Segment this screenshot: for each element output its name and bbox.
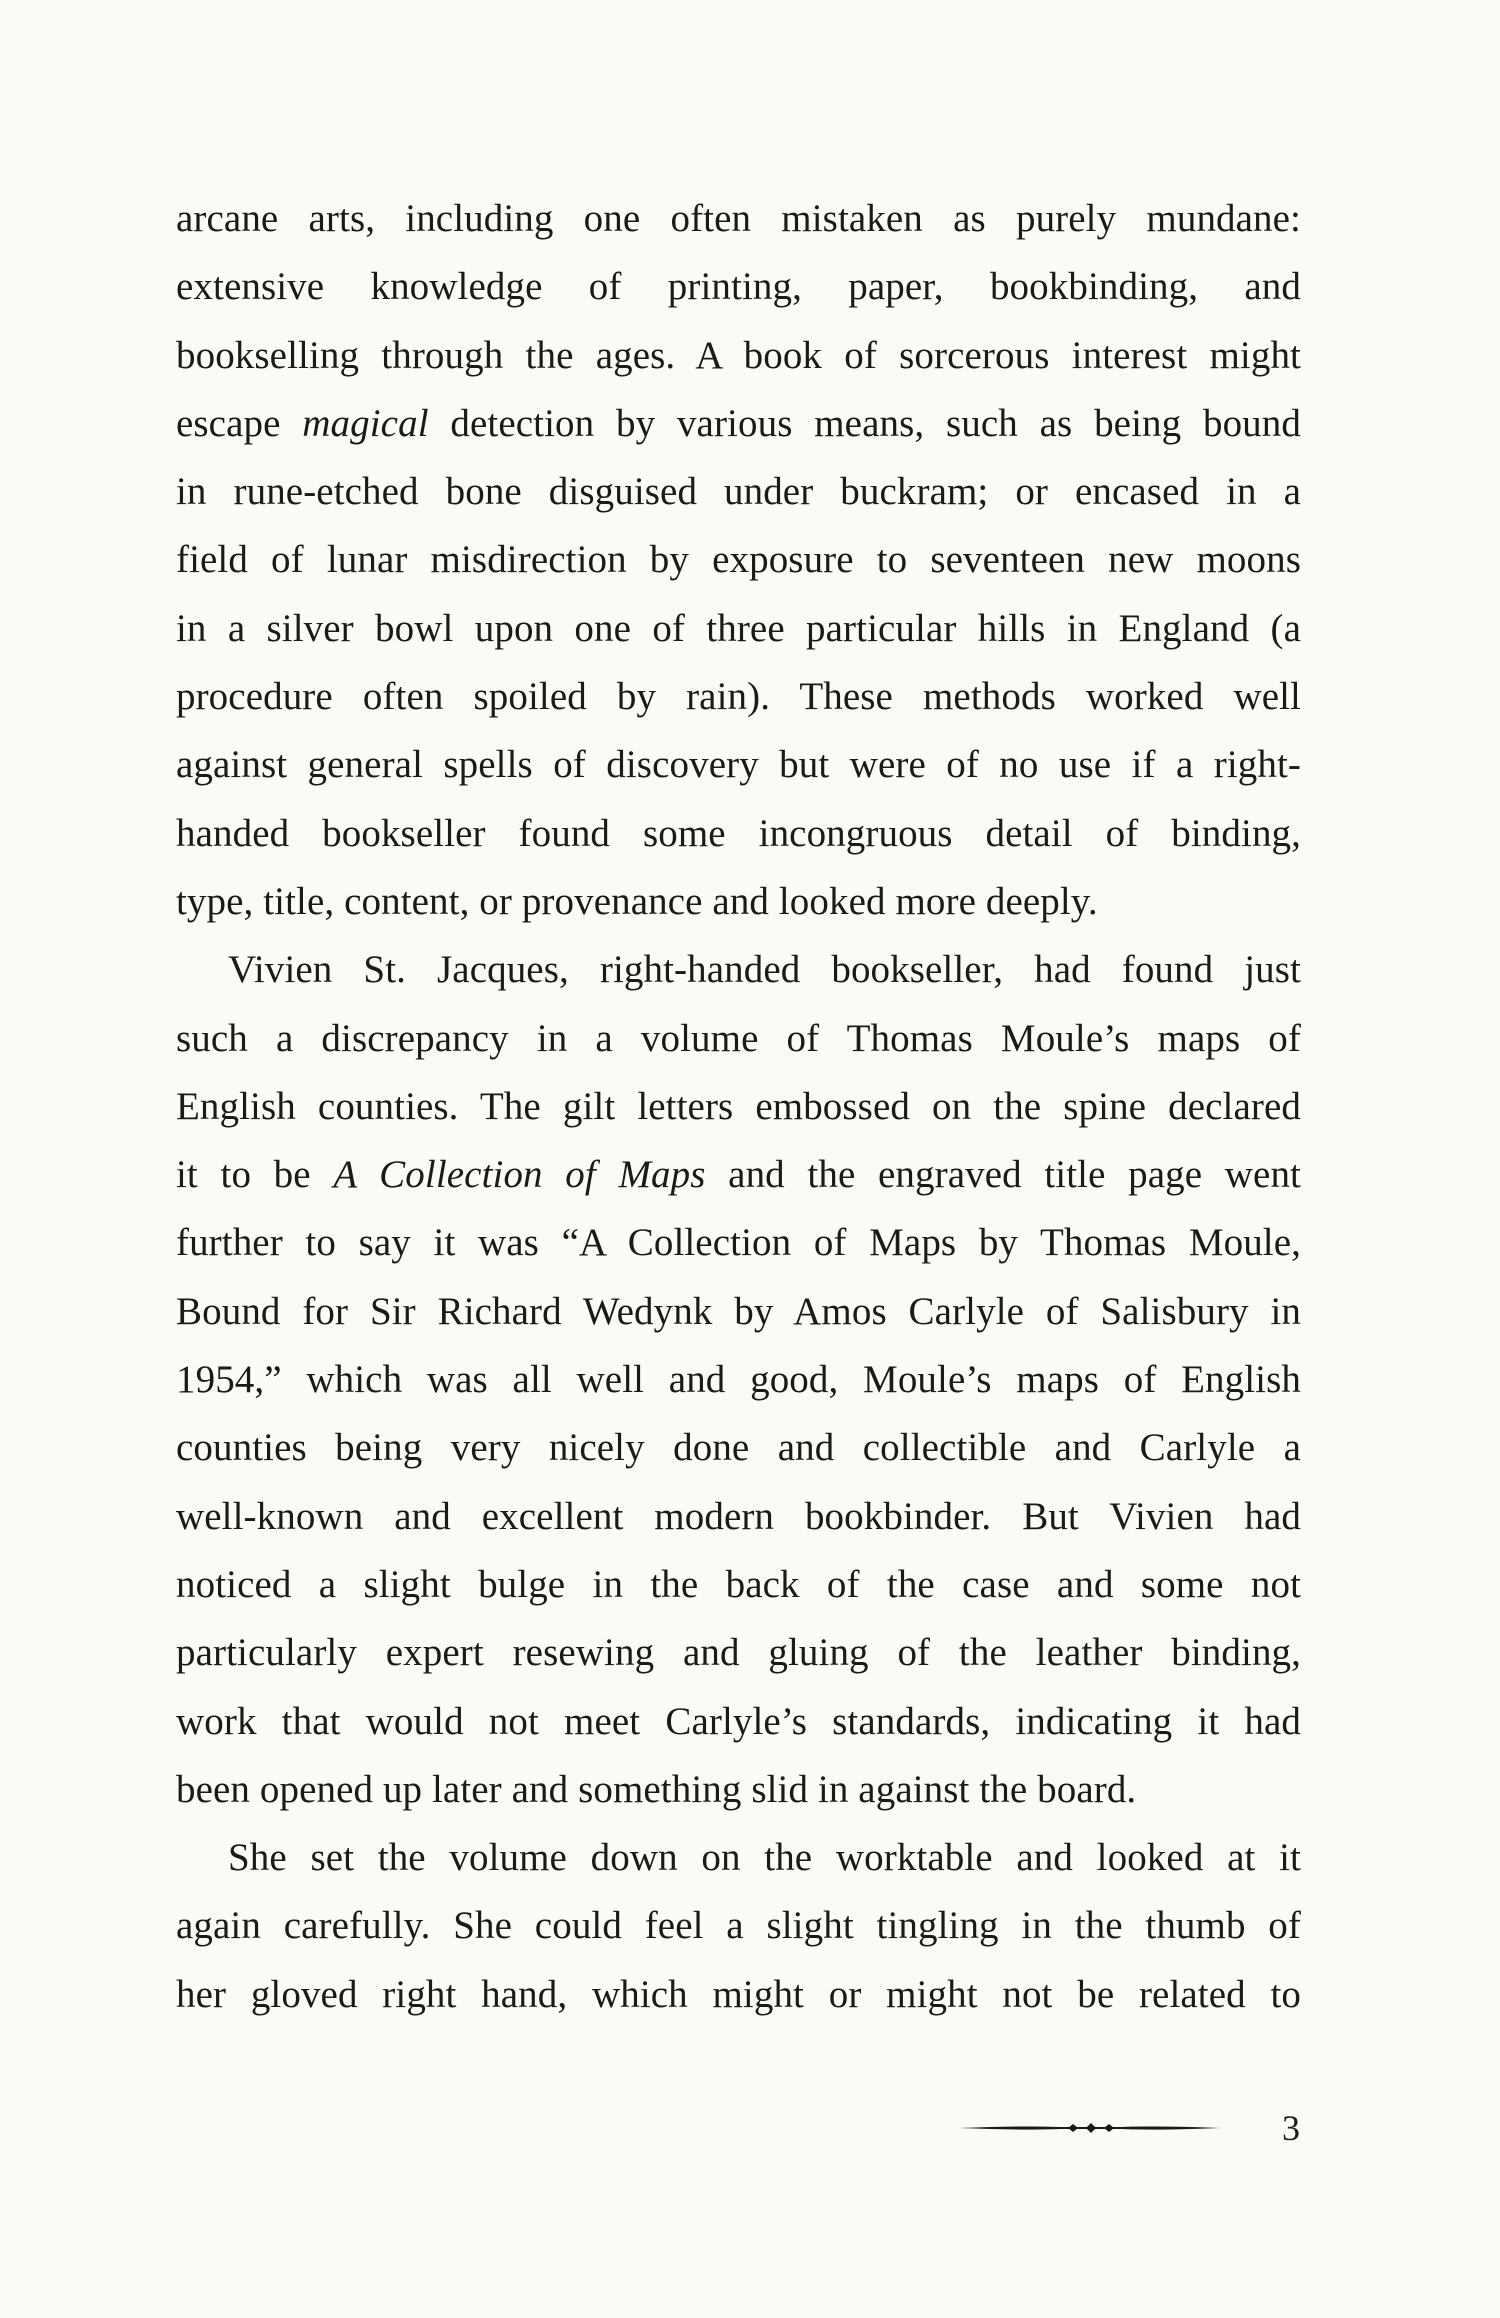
text-line: handed bookseller found some incongruous detail of binding, bbox=[176, 811, 1301, 855]
body-text bbox=[176, 185, 1301, 2029]
text-line: work that would not meet Carlyle’s standards, indicating it had bbox=[176, 1699, 1301, 1743]
text-line: been opened up later and something slid in against the board. bbox=[176, 1767, 1137, 1811]
text-line: procedure often spoiled by rain). These methods worked well bbox=[176, 675, 1301, 719]
text-line: extensive knowledge of printing, paper, bookbinding, and bbox=[176, 265, 1301, 309]
text-line: in rune-etched bone disguised under buckram; or encased in a bbox=[176, 470, 1301, 514]
italic-text: A Collection of Maps bbox=[333, 1153, 706, 1197]
text-line: well-known and excellent modern bookbinder. But Vivien had bbox=[176, 1494, 1301, 1538]
text-line: Vivien St. Jacques, right-handed bookseller, had found just bbox=[228, 948, 1301, 992]
text-line: arcane arts, including one often mistaken as purely mundane: bbox=[176, 197, 1301, 240]
text-line: such a discrepancy in a volume of Thomas Moule’s maps of bbox=[176, 1016, 1301, 1060]
text-line: bookselling through the ages. A book of sorcerous interest might bbox=[176, 333, 1301, 377]
text-line: type, title, content, or provenance and looked more deeply. bbox=[176, 879, 1098, 923]
page-number: 3 bbox=[1282, 2108, 1300, 2148]
page-footer bbox=[960, 2108, 1300, 2148]
text-line: noticed a slight bulge in the back of the case and some not bbox=[176, 1562, 1301, 1606]
text-line: against general spells of discovery but were of no use if a right- bbox=[176, 743, 1301, 787]
text-line: it to be A Collection of Maps and the engraved title page went bbox=[176, 1153, 1301, 1197]
text-line: counties being very nicely done and collectible and Carlyle a bbox=[176, 1426, 1301, 1470]
text-line: again carefully. She could feel a slight tingling in the thumb of bbox=[176, 1904, 1301, 1948]
text-line: particularly expert resewing and gluing of the leather binding, bbox=[176, 1631, 1301, 1675]
text-line: further to say it was “A Collection of Maps by Thomas Moule, bbox=[176, 1221, 1301, 1265]
text-line: her gloved right hand, which might or might not be related to bbox=[176, 1972, 1301, 2016]
text-line: in a silver bowl upon one of three particular hills in England (a bbox=[176, 606, 1301, 650]
text-line: Bound for Sir Richard Wedynk by Amos Carlyle of Salisbury in bbox=[176, 1289, 1301, 1333]
text-line: escape magical detection by various means, such as being bound bbox=[176, 401, 1301, 445]
text-line: English counties. The gilt letters embossed on the spine declared bbox=[176, 1084, 1301, 1128]
text-line: field of lunar misdirection by exposure to seventeen new moons bbox=[176, 538, 1301, 582]
ornament-rule-icon bbox=[960, 2122, 1220, 2134]
text-line: 1954,” which was all well and good, Moule’s maps of English bbox=[176, 1358, 1301, 1402]
italic-text: magical bbox=[302, 401, 429, 445]
text-line: She set the volume down on the worktable and looked at it bbox=[228, 1836, 1301, 1880]
